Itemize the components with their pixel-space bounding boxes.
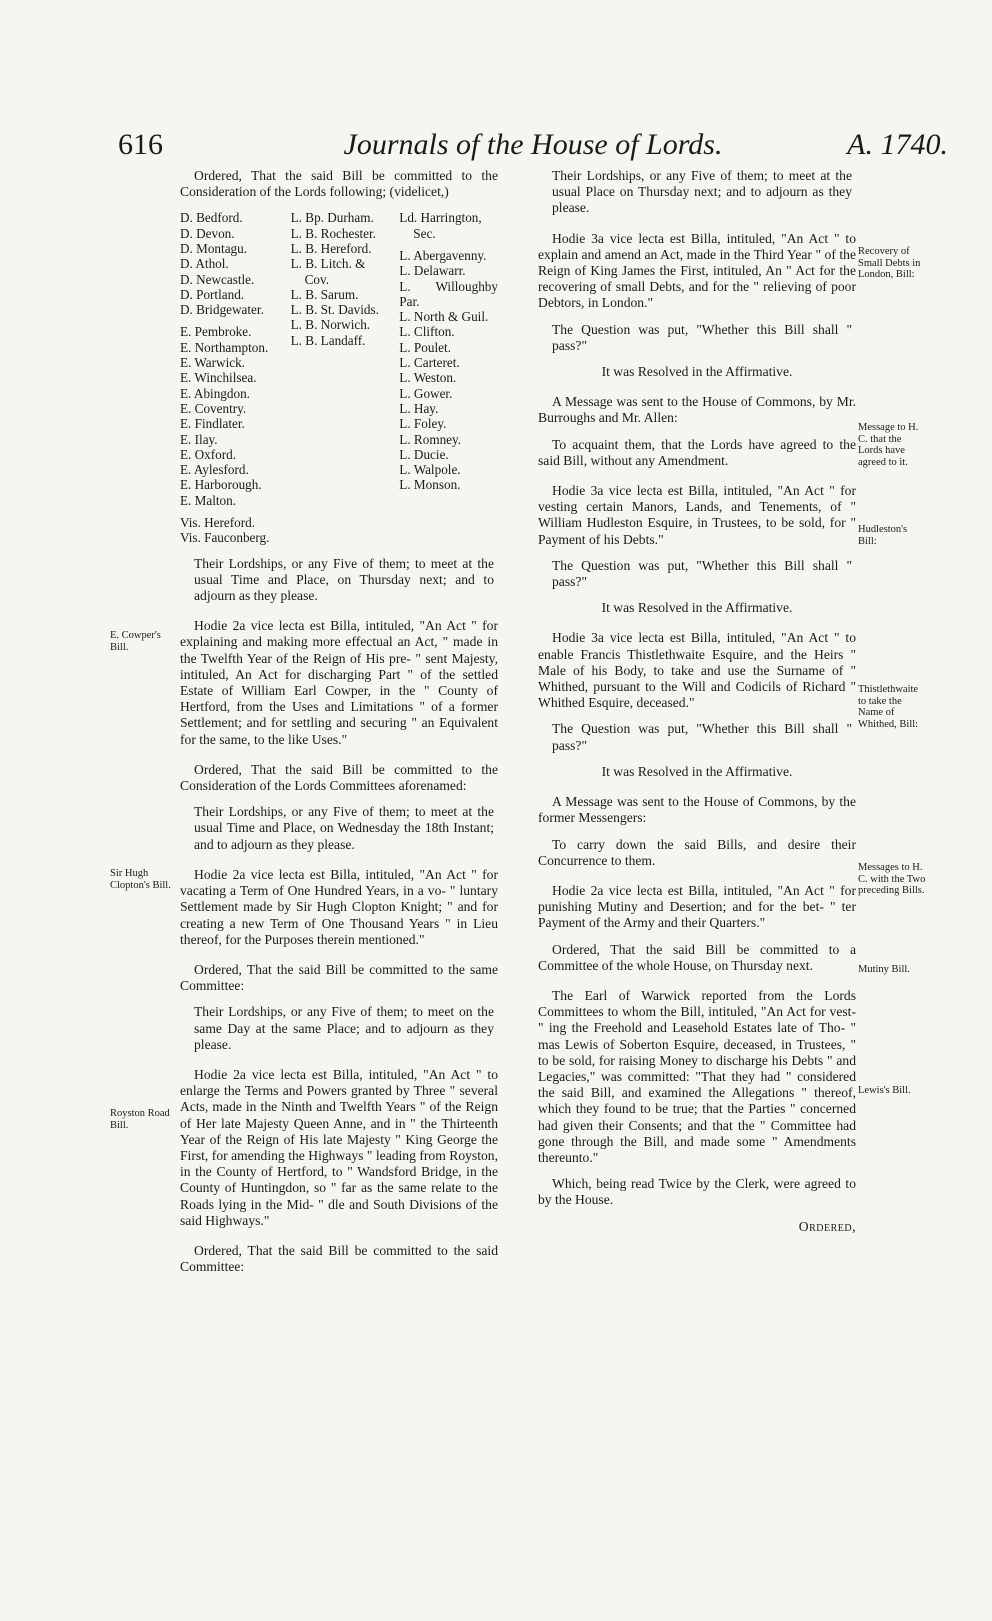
margin-note-thistlethwaite: Thistlethwaite to take the Name of Whithed, Bill:: [858, 684, 919, 730]
lord-entry: Cov.: [304, 271, 330, 287]
resolved-paragraph-3: It was Resolved in the Affirmative.: [601, 763, 793, 779]
right-column: [538, 168, 856, 1245]
order-paragraph-r: Ordered, That the said Bill be committed to a Committee of the whole House, on Thursday next.: [538, 941, 856, 973]
lords-column-1: [180, 210, 285, 545]
lord-entry: L. Bp. Durham.: [290, 210, 374, 226]
lord-entry: L. B. Norwich.: [290, 317, 371, 333]
margin-note-message: Message to H. C. that the Lords have agreed to it.: [858, 422, 919, 468]
lord-entry: L. Poulet.: [399, 339, 451, 355]
lord-entry: E. Findlater.: [180, 416, 245, 432]
lord-entry: L. Delawarr.: [399, 263, 466, 279]
lord-entry: L. Gower.: [399, 385, 453, 401]
page-number: 616: [118, 128, 163, 161]
meeting-paragraph: Their Lordships, or any Five of them; to meet at the usual Time and Place, on Thursday next; and to adjourn as they please.: [194, 555, 494, 604]
lord-entry: E. Oxford.: [180, 446, 237, 462]
lord-entry: L. Weston.: [399, 370, 457, 386]
report-paragraph-lewis: The Earl of Warwick reported from the Lords Committees to whom the Bill, intituled, "An Act for vest- " ing the Freehold and Leasehold Estates late of Tho- " mas Lewis of Soberton Esquire, deceased, in Trustees, " to be sold, for raising Money to discharge his Debts " and Legacies," was committed: "That they had " considered the said Bill, and examined the Allegations " thereof, which they found to be true; that the Parties " concerned had given their Consents; and that the " Committee had gone through the Bill, and made some " Amendments thereunto.": [538, 987, 856, 1165]
lord-entry: L. Abergavenny.: [399, 248, 487, 263]
lord-entry: [180, 317, 285, 324]
lords-list: [180, 210, 498, 545]
bill-paragraph-mutiny: Hodie 2a vice lecta est Billa, intituled, "An Act " for punishing Mutiny and Desertion; and for the bet- " ter Payment of the Army and their Quarters.": [538, 882, 856, 931]
meeting-paragraph-r: Their Lordships, or any Five of them; to meet at the usual Place on Thursday next; and to adjourn as they please.: [552, 168, 852, 216]
lord-entry: E. Aylesford.: [180, 462, 249, 478]
margin-note-clopton: Sir Hugh Clopton's Bill.: [110, 868, 171, 891]
bill-paragraph-royston: Hodie 2a vice lecta est Billa, intituled, "An Act " to enlarge the Terms and Powers granted by Three " several Acts, made in the Ninth and Twelfth Years " of the Reign of Her late Majesty Queen Anne, and in " the Thirteenth Year of the Reign of His late Majesty " King George the First, for amending the Highways " leading from Royston, in the County of Hertford, to " Wandsford Bridge, in the County of Huntingdon, so " far as the same relate to the Roads lying in the Mid- " dle and South Divisions of the said Highways.": [180, 1066, 498, 1228]
lord-entry: L. B. St. Davids.: [290, 302, 379, 318]
lord-entry: L. Romney.: [399, 431, 462, 447]
lord-entry: L. North & Guil.: [399, 309, 489, 325]
lord-entry: E. Malton.: [180, 492, 237, 508]
question-paragraph: The Question was put, "Whether this Bill shall " pass?": [552, 321, 852, 353]
lords-column-2: [291, 210, 394, 545]
page-header: [118, 128, 948, 168]
lord-entry: L. Hay.: [399, 400, 439, 416]
lord-entry: [399, 241, 498, 248]
order-paragraph-4: Ordered, That the said Bill be committed to the said Committee:: [180, 1242, 498, 1275]
lord-entry: D. Bedford.: [180, 210, 243, 226]
lord-entry: D. Bridgewater.: [180, 302, 264, 318]
lord-entry: L. B. Sarum.: [290, 286, 359, 302]
meeting-paragraph-3: Their Lordships, or any Five of them; to meet on the same Day at the same Place; and to adjourn as they please.: [194, 1004, 494, 1052]
acquaint-paragraph: To acquaint them, that the Lords have agreed to the said Bill, without any Amendment.: [538, 436, 856, 468]
bill-paragraph-small-debts: Hodie 3a vice lecta est Billa, intituled, "An Act " to explain and amend an Act, made in the Third Year " of the Reign of King James the First, intituled, An " Act for the recovering of small Debts, and for the " relieving of poor Debtors, in London.": [538, 230, 856, 311]
question-paragraph-2: The Question was put, "Whether this Bill shall " pass?": [552, 557, 852, 590]
lord-entry: Vis. Fauconberg.: [180, 530, 270, 546]
carry-paragraph: To carry down the said Bills, and desire their Concurrence to them.: [538, 836, 856, 868]
message-paragraph: A Message was sent to the House of Commons, by Mr. Burroughs and Mr. Allen:: [538, 394, 856, 426]
lord-entry: L. Foley.: [399, 416, 447, 432]
message-paragraph-2: A Message was sent to the House of Commons, by the former Messengers:: [538, 794, 856, 826]
lord-entry: D. Devon.: [180, 225, 235, 241]
bill-paragraph-clopton: Hodie 2a vice lecta est Billa, intituled, "An Act " for vacating a Term of One Hundred Years, in a vo- " luntary Settlement made by Sir Hugh Clopton Knight; " and for creating a new Term of One Thousand Years " in Lieu thereof, for the Purposes therein mentioned.": [180, 866, 498, 947]
lord-entry: E. Abingdon.: [180, 385, 250, 401]
lord-entry: E. Warwick.: [180, 355, 245, 371]
lord-entry: L. Monson.: [399, 477, 461, 493]
lord-entry: L. Willoughby Par.: [399, 278, 498, 309]
lord-entry: D. Newcastle.: [180, 271, 255, 287]
margin-note-royston: Royston Road Bill.: [110, 1108, 170, 1131]
lord-entry: D. Montagu.: [180, 241, 248, 256]
bill-paragraph-thistlethwaite: Hodie 3a vice lecta est Billa, intituled, "An Act " to enable Francis Thistlethwaite Esquire, and the Heirs " Male of his Body, to take and use the Surname of " Whithed, pursuant to the Will and Codicils of Richard " Whithed Esquire, deceased.": [538, 630, 856, 711]
lord-entry: L. Walpole.: [399, 462, 461, 478]
catchword: Ordered,: [798, 1218, 856, 1234]
lord-entry: L. Clifton.: [399, 324, 455, 340]
order-paragraph-3: Ordered, That the said Bill be committed to the same Committee:: [180, 961, 498, 994]
margin-note-small-debts: Recovery of Small Debts in London, Bill:: [858, 246, 921, 280]
lord-entry: E. Coventry.: [180, 400, 247, 416]
lord-entry: E. Ilay.: [180, 431, 218, 447]
lord-entry: E. Winchilsea.: [180, 370, 257, 386]
lord-entry: D. Athol.: [180, 256, 229, 272]
agreed-paragraph: Which, being read Twice by the Clerk, were agreed to by the House.: [538, 1176, 856, 1208]
question-paragraph-3: The Question was put, "Whether this Bill shall " pass?": [552, 721, 852, 753]
lord-entry: Vis. Hereford.: [180, 515, 256, 531]
lord-entry: E. Pembroke.: [180, 324, 252, 340]
bill-paragraph-hudleston: Hodie 3a vice lecta est Billa, intituled, "An Act " for vesting certain Manors, Lands, and Tenements, of " William Hudleston Esquire, in Trustees, to be sold, for " Payment of his Debts.": [538, 483, 856, 547]
margin-note-messages: Messages to H. C. with the Two preceding Bills.: [858, 862, 926, 896]
lord-entry: L. B. Hereford.: [290, 241, 372, 256]
order-paragraph-2: Ordered, That the said Bill be committed to the Consideration of the Lords Committees aforenamed:: [180, 761, 498, 794]
lord-entry: E. Harborough.: [180, 477, 262, 493]
lord-entry: L. Carteret.: [399, 355, 460, 371]
order-paragraph: Ordered, That the said Bill be committed to the Consideration of the Lords following; (videlicet,): [180, 168, 498, 200]
bill-paragraph-cowper: Hodie 2a vice lecta est Billa, intituled, "An Act " for explaining and making more effectual an Act, " made in the Twelfth Year of the Reign of His pre- " sent Majesty, intituled, An Act for discharging Part " of the settled Estate of William Earl Cowper, in the " County of Hertford, from the Uses and Limitations " of a former Settlement; and for settling and securing " an Equivalent for the same, to the like Uses.": [180, 618, 498, 747]
lord-entry: L. B. Landaff.: [290, 332, 366, 348]
resolved-paragraph: It was Resolved in the Affirmative.: [601, 364, 793, 380]
journal-year: A. 1740.: [847, 128, 948, 161]
lord-entry: L. B. Rochester.: [290, 225, 376, 241]
meeting-paragraph-2: Their Lordships, or any Five of them; to meet at the usual Time and Place, on Wednesday the 18th Instant; and to adjourn as they please.: [194, 804, 494, 852]
margin-note-cowper: E. Cowper's Bill.: [110, 630, 161, 653]
lord-entry: E. Northampton.: [180, 339, 269, 355]
resolved-paragraph-2: It was Resolved in the Affirmative.: [601, 600, 793, 616]
lords-column-3: [399, 210, 498, 545]
journal-title: Journals of the House of Lords.: [343, 128, 723, 161]
left-column: [180, 168, 498, 1285]
lord-entry: Ld. Harrington,: [399, 210, 482, 226]
margin-note-mutiny: Mutiny Bill.: [858, 964, 910, 975]
lord-entry: L. Ducie.: [399, 446, 449, 462]
lord-entry: [180, 508, 285, 515]
margin-note-hudleston: Hudleston's Bill:: [858, 524, 908, 547]
lord-entry: Sec.: [413, 225, 436, 241]
lord-entry: L. B. Litch. &: [290, 256, 366, 272]
lord-entry: D. Portland.: [180, 286, 245, 302]
margin-note-lewis: Lewis's Bill.: [858, 1085, 911, 1096]
